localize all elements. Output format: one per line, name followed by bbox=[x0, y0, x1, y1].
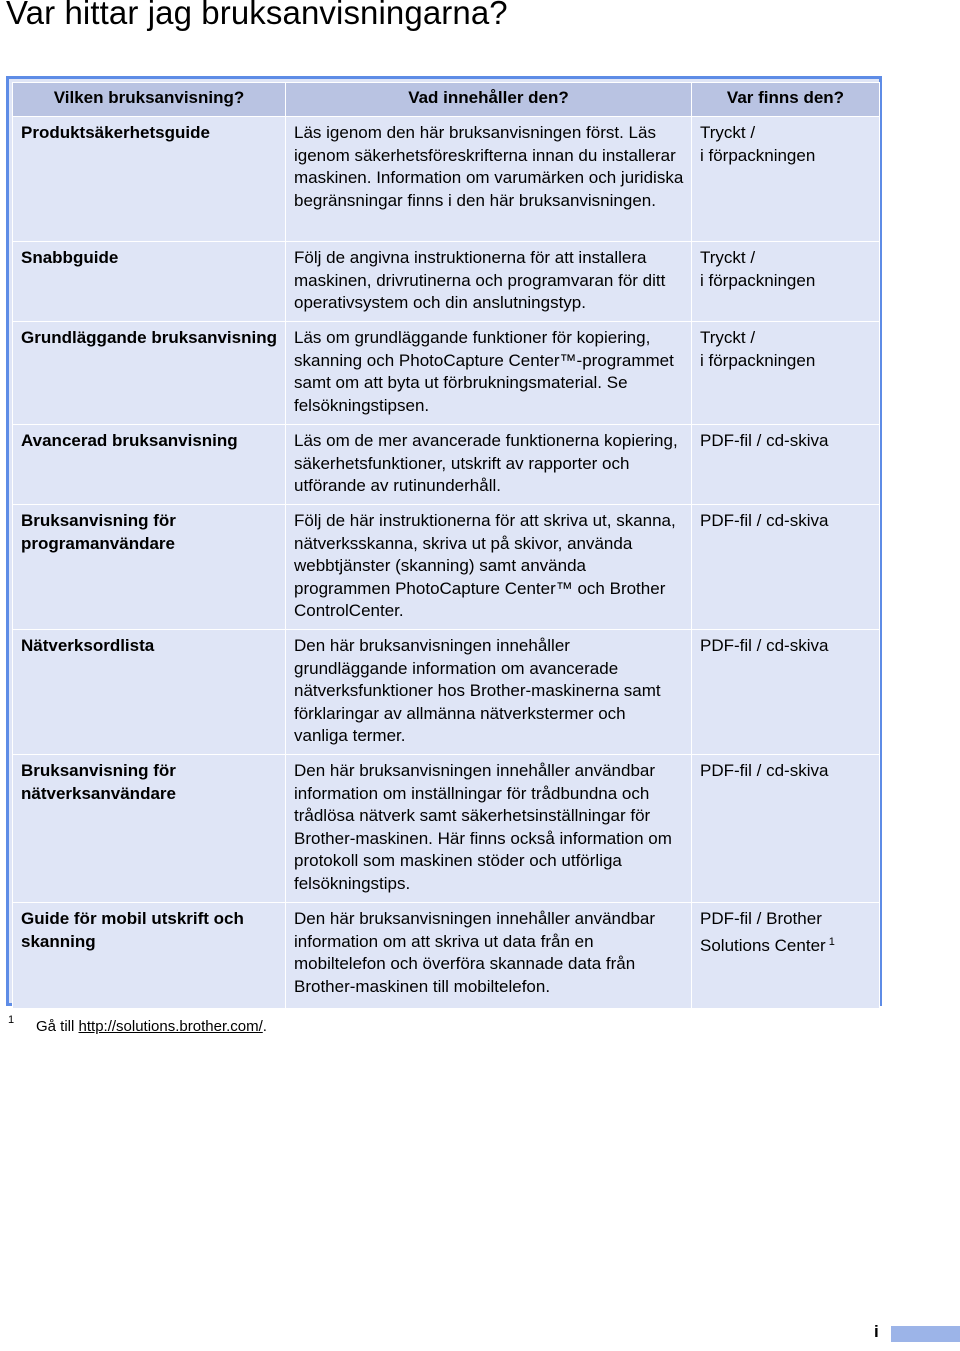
guide-name: Snabbguide bbox=[13, 242, 286, 322]
page-title: Var hittar jag bruksanvisningarna? bbox=[6, 0, 508, 31]
guide-location bbox=[692, 117, 880, 242]
table-row bbox=[13, 322, 880, 425]
table-row bbox=[13, 242, 880, 322]
guide-description: Den här bruksanvisningen innehåller grundläggande information om avancerade nätverksfunktioner hos Brother-maskinerna samt förklaringar av allmänna nätverkstermer och vanliga termer. bbox=[286, 630, 692, 755]
location-line: Tryckt / bbox=[700, 123, 756, 142]
guide-name: Nätverksordlista bbox=[13, 630, 286, 755]
location-line-2 bbox=[700, 931, 872, 958]
location-line-2: i förpackningen bbox=[700, 145, 816, 165]
guide-description: Läs om grundläggande funktioner för kopiering, skanning och PhotoCapture Center™-programmet samt om att byta ut förbrukningsmaterial. Se felsökningstipsen. bbox=[286, 322, 692, 425]
guide-description: Läs igenom den här bruksanvisningen först. Läs igenom säkerhetsföreskrifterna innan du installerar maskinen. Information om varumärken och juridiska begränsningar finns i den här bruksanvisningen. bbox=[286, 117, 692, 242]
location-line: PDF-fil / cd-skiva bbox=[700, 511, 829, 530]
location-line: Tryckt / bbox=[700, 248, 756, 267]
location-line: PDF-fil / cd-skiva bbox=[700, 636, 829, 655]
location-line-2-text: Solutions Center bbox=[700, 935, 826, 955]
table-row bbox=[13, 425, 880, 505]
guide-table bbox=[12, 82, 880, 1009]
table-header-row bbox=[13, 83, 880, 117]
guide-table-frame bbox=[6, 76, 882, 1006]
location-line: Tryckt / bbox=[700, 328, 756, 347]
table-row bbox=[13, 505, 880, 630]
page-number-bar bbox=[891, 1326, 960, 1342]
guide-description: Följ de här instruktionerna för att skriva ut, skanna, nätverksskanna, skriva ut på skivor, använda webbtjänster (skanning) samt använda programmen PhotoCapture Center™ och Brother ControlCenter. bbox=[286, 505, 692, 630]
guide-description: Följ de angivna instruktionerna för att installera maskinen, drivrutinerna och programvaran för ditt operativsystem och din anslutningstyp. bbox=[286, 242, 692, 322]
page-number: i bbox=[874, 1322, 879, 1341]
guide-location bbox=[692, 322, 880, 425]
location-line-2: i förpackningen bbox=[700, 270, 816, 290]
guide-description: Läs om de mer avancerade funktionerna kopiering, säkerhetsfunktioner, utskrift av rapporter och utförande av rutinunderhåll. bbox=[286, 425, 692, 505]
guide-description: Den här bruksanvisningen innehåller användbar information om inställningar för trådbundna och trådlösa nätverk samt säkerhetsinställningar för Brother-maskinen. Här finns också information om protokoll som maskinen stöder och utförliga felsökningstips. bbox=[286, 755, 692, 903]
table-row bbox=[13, 903, 880, 1009]
solutions-link[interactable]: http://solutions.brother.com/ bbox=[78, 1018, 263, 1035]
location-line: PDF-fil / cd-skiva bbox=[700, 431, 829, 450]
footnote-period: . bbox=[262, 1018, 267, 1035]
guide-name: Grundläggande bruksanvisning bbox=[13, 322, 286, 425]
footnote-number: 1 bbox=[8, 1014, 15, 1026]
header-location: Var finns den? bbox=[692, 83, 880, 117]
location-line: PDF-fil / cd-skiva bbox=[700, 761, 829, 780]
guide-location bbox=[692, 630, 880, 755]
location-line-2: i förpackningen bbox=[700, 350, 816, 370]
location-line: PDF-fil / Brother bbox=[700, 909, 822, 928]
guide-location bbox=[692, 242, 880, 322]
guide-name: Bruksanvisning för nätverksanvändare bbox=[13, 755, 286, 903]
guide-location bbox=[692, 903, 880, 1009]
guide-location bbox=[692, 505, 880, 630]
guide-location bbox=[692, 755, 880, 903]
table-row bbox=[13, 755, 880, 903]
footnote-reference: 1 bbox=[828, 935, 835, 948]
footnote bbox=[8, 1014, 267, 1035]
guide-name: Produktsäkerhetsguide bbox=[13, 117, 286, 242]
footnote-text: Gå till bbox=[36, 1018, 79, 1035]
header-contents: Vad innehåller den? bbox=[286, 83, 692, 117]
guide-name: Avancerad bruksanvisning bbox=[13, 425, 286, 505]
header-which-guide: Vilken bruksanvisning? bbox=[13, 83, 286, 117]
guide-description: Den här bruksanvisningen innehåller användbar information om att skriva ut data från en mobiltelefon och överföra skannade data från Brother-maskinen till mobiltelefon. bbox=[286, 903, 692, 1009]
guide-name: Guide för mobil utskrift och skanning bbox=[13, 903, 286, 1009]
table-row bbox=[13, 630, 880, 755]
guide-location bbox=[692, 425, 880, 505]
guide-name: Bruksanvisning för programanvändare bbox=[13, 505, 286, 630]
table-row bbox=[13, 117, 880, 242]
